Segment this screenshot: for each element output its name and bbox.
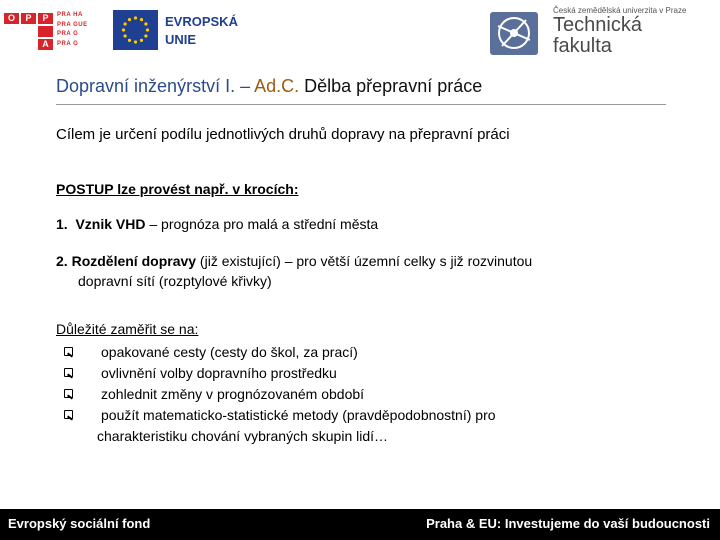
step-2-head: Rozdělení dopravy	[71, 253, 197, 269]
faculty-name-line1: Technická	[553, 14, 642, 36]
faculty-name	[553, 15, 642, 57]
title-course: Dopravní inženýrství I. –	[56, 76, 255, 96]
list-item-text: použít matematicko-statistické metody (pravděpodobnostní) pro	[101, 407, 496, 423]
opp-blank-cell	[4, 39, 19, 50]
slide-title	[56, 76, 482, 97]
footer-bar	[0, 509, 720, 540]
checkbox-bullet-icon	[64, 410, 73, 419]
step-2-continuation: dopravní sítí (rozptylové křivky)	[78, 273, 272, 289]
checkbox-bullet-icon	[64, 347, 73, 356]
important-heading: Důležité zaměřit se na:	[56, 321, 199, 337]
praha-line: PRA HA	[57, 12, 83, 18]
checkbox-bullet-icon	[64, 389, 73, 398]
opp-blank-cell	[21, 39, 36, 50]
opp-red-cell	[38, 26, 53, 37]
praha-line: PRA GUE	[57, 21, 88, 28]
opp-letter-p1: P	[21, 13, 36, 24]
checkbox-bullet-icon	[64, 368, 73, 377]
title-divider	[56, 104, 666, 105]
step-1	[56, 216, 378, 232]
step-2	[56, 251, 686, 291]
step-2-number: 2.	[56, 253, 68, 269]
opp-letter-p2: P	[38, 13, 53, 24]
praha-line: PRA G	[57, 40, 79, 47]
opp-praha-logo	[4, 10, 102, 50]
faculty-name-line2: fakulta	[553, 35, 612, 57]
step-2-text: (již existující) – pro větší územní celky s již rozvinutou	[196, 253, 533, 269]
praha-text	[57, 11, 101, 49]
opp-blank-cell	[21, 26, 36, 37]
list-item-text: opakované cesty (cesty do škol, za prací)	[101, 344, 358, 360]
title-topic: Dělba přepravní práce	[299, 76, 483, 96]
footer-right-text: Praha & EU: Investujeme do vaší budoucnosti	[426, 516, 710, 531]
technicka-fakulta-emblem-icon	[484, 6, 544, 61]
eu-logo-text	[165, 13, 238, 49]
step-1-head: Vznik VHD	[75, 216, 146, 232]
eu-flag-icon	[113, 10, 158, 50]
list-item-text: ovlivnění volby dopravního prostředku	[101, 365, 337, 381]
eu-text-line2: UNIE	[165, 32, 197, 47]
step-1-text: – prognóza pro malá a střední města	[145, 216, 379, 232]
opp-blank-cell	[4, 26, 19, 37]
eu-text-line1: EVROPSKÁ	[165, 14, 238, 29]
list-item-text: zohlednit změny v prognózovaném období	[101, 386, 365, 402]
title-section: Ad.C.	[254, 76, 300, 96]
opp-letter-o: O	[4, 13, 19, 24]
list-item-text: charakteristiku chování vybraných skupin lidí…	[97, 428, 389, 444]
opp-logo-grid	[4, 10, 54, 50]
university-name: Česká zemědělská univerzita v Praze	[553, 6, 687, 15]
intro-text: Cílem je určení podílu jednotlivých druhů dopravy na přepravní práci	[56, 126, 510, 143]
footer-left-text: Evropský sociální fond	[8, 516, 151, 531]
postup-heading: POSTUP lze provést např. v krocích:	[56, 181, 299, 197]
step-1-number: 1.	[56, 216, 68, 232]
praha-line: PRA G	[57, 31, 79, 37]
opp-letter-a: A	[38, 39, 53, 50]
